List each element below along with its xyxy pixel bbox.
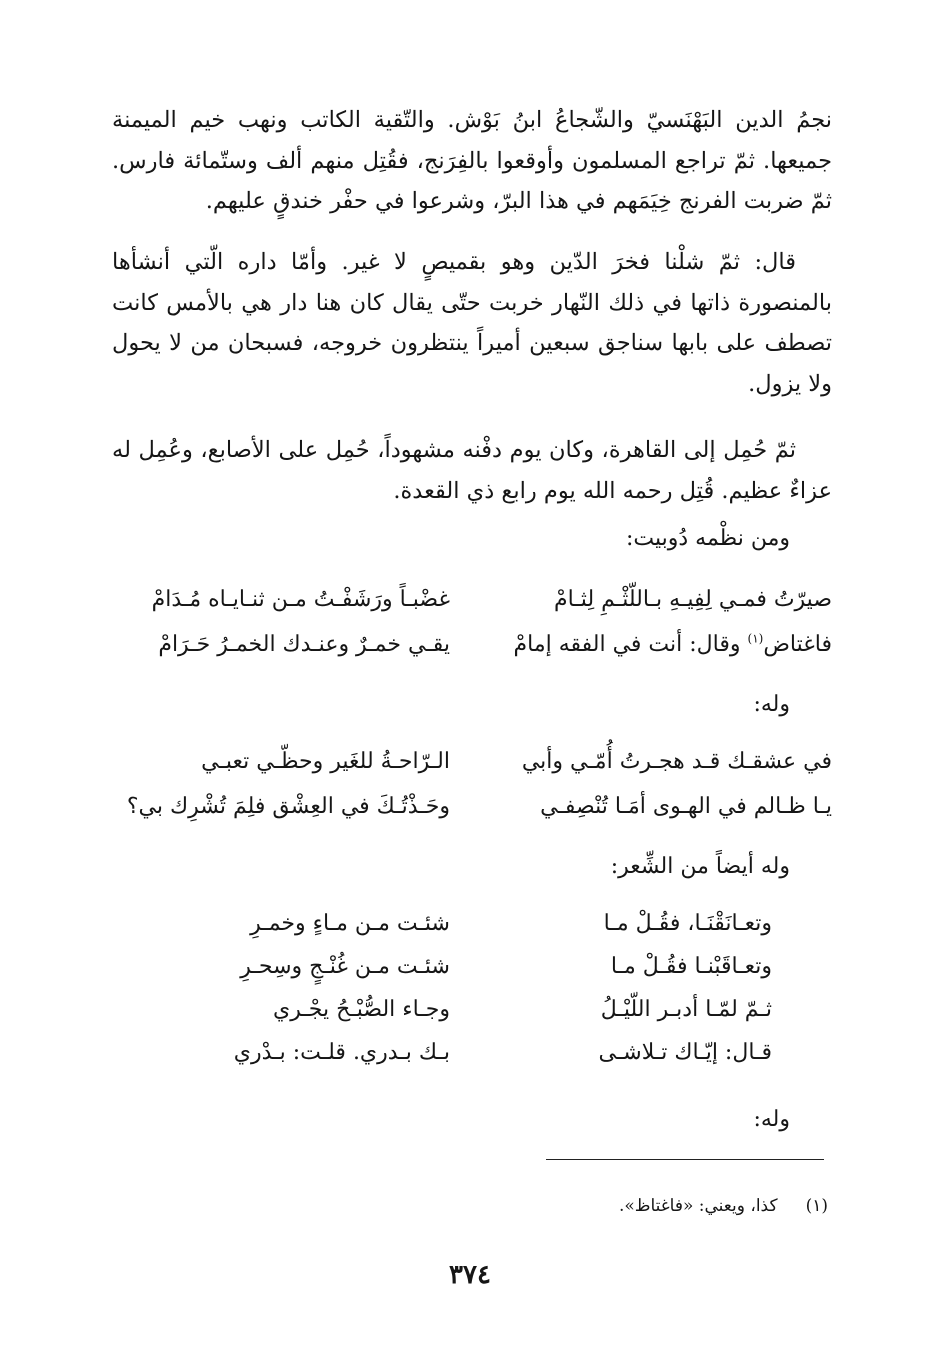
poem1-verse-1 [0, 583, 940, 617]
poem3-verse-2 [0, 950, 940, 984]
hemistich-left: بـك بـدري. قلـت: بـدْري [233, 1040, 450, 1065]
paragraph-1: نجمُ الدين البَهْنَسيّ والشّجاعُ ابنُ بَوْش. والتّقية الكاتب ونهب خيم الميمنة جميعها. ثمّ تراجع المسلمون وأوقعوا بالفِرَنج، فقُتِل منهم ألف وستّمائة فارس. ثمّ ضربت الفرنج خِيَمَهم في هذا البرّ، وشرعوا في حفْر خندقٍ عليهم. [112, 107, 832, 214]
hemistich-right: ثـمّ لمّـا أدبـر اللّيْـلُ [600, 997, 772, 1022]
hemistich-left: وجـاء الصُّبْـحُ يجْـري [272, 997, 450, 1022]
poem2-intro: وله: [753, 692, 790, 717]
poem2-verse-1 [0, 745, 940, 779]
footnote-ref: (١) [747, 631, 764, 646]
poem1-intro: ومن نظْمه دُوبيت: [625, 526, 790, 551]
hemistich-right: يـا ظـالم في الهـوى أمَـا تُنْصِفـي [540, 794, 832, 819]
hemistich-left: وحَـذْتُـكَ في العِشْق فلِمَ تُشْرِك بي؟ [126, 794, 450, 819]
closing-label: وله: [753, 1107, 790, 1132]
poem1-verse-2 [0, 628, 940, 662]
hemistich-right: وتعـانَقْنَـا، فقُـلْ مـا [603, 911, 772, 936]
footnote-text: كذا، ويعني: «فاغتاظ». [618, 1196, 778, 1216]
hemistich-left: شئـت مـن مـاءٍ وخمـرِ [250, 911, 450, 936]
footnote [619, 1193, 828, 1219]
poem3-verse-3 [0, 993, 940, 1027]
hemistich-left: يقـي خمـرٌ وعنـدك الخمـرُ حَـرَامْ [158, 632, 450, 657]
paragraph-2: قال: ثمّ شلْنا فخرَ الدّين وهو بقميصٍ لا غير. وأمّا داره الّتي أنشأها بالمنصورة ذاتها في ذلك النّهار خربت حتّى يقال كان هنا دار هي بالأمس كانت تصطف على بابها سناجق سبعين أميراً ينتظرون خروجه، فسبحان من لا يحول ولا يزول. [112, 249, 832, 397]
hemistich-left: الـرّاحـةُ للغَير وحظّـي تعبـي [201, 749, 450, 774]
poem3-intro: وله أيضاً من الشِّعر: [610, 854, 790, 879]
hemistich-right-rest: وقال: أنت في الفقه إمامْ [513, 632, 748, 657]
poem2-verse-2 [0, 790, 940, 824]
poem3-verse-4 [0, 1036, 940, 1070]
hemistich-right: قـال: إيّـاك تـلاشـى [598, 1040, 772, 1065]
hemistich-left: غضْبـاً ورَشَفْـتُ مـن ثنـايـاه مُـدَامْ [151, 587, 450, 612]
footnote-number: (١) [805, 1196, 828, 1216]
footnote-divider [546, 1159, 824, 1160]
hemistich-left: شئـت مـن غُنْـجٍ وسِحـرِ [240, 954, 450, 979]
hemistich-right: صيرّتُ فمـي لِفِيـهِ بـاللّثْـمِ لِثـامْ [554, 587, 832, 612]
hemistich-right [514, 628, 833, 662]
hemistich-right: وتعـاقَبْنـا فقُـلْ مـا [610, 954, 772, 979]
paragraph-3: ثمّ حُمِل إلى القاهرة، وكان يوم دفْنه مشهوداً، حُمِل على الأصابع، وعُمِل له عزاءٌ عظيم. قُتِل رحمه الله يوم رابع ذي القعدة. [112, 437, 832, 504]
word: فاغتاض [763, 632, 832, 657]
hemistich-right: في عشقـك قـد هجـرتُ أُمّـي وأبي [521, 749, 832, 774]
page-number: ٣٧٤ [449, 1260, 491, 1290]
poem3-verse-1 [0, 907, 940, 941]
